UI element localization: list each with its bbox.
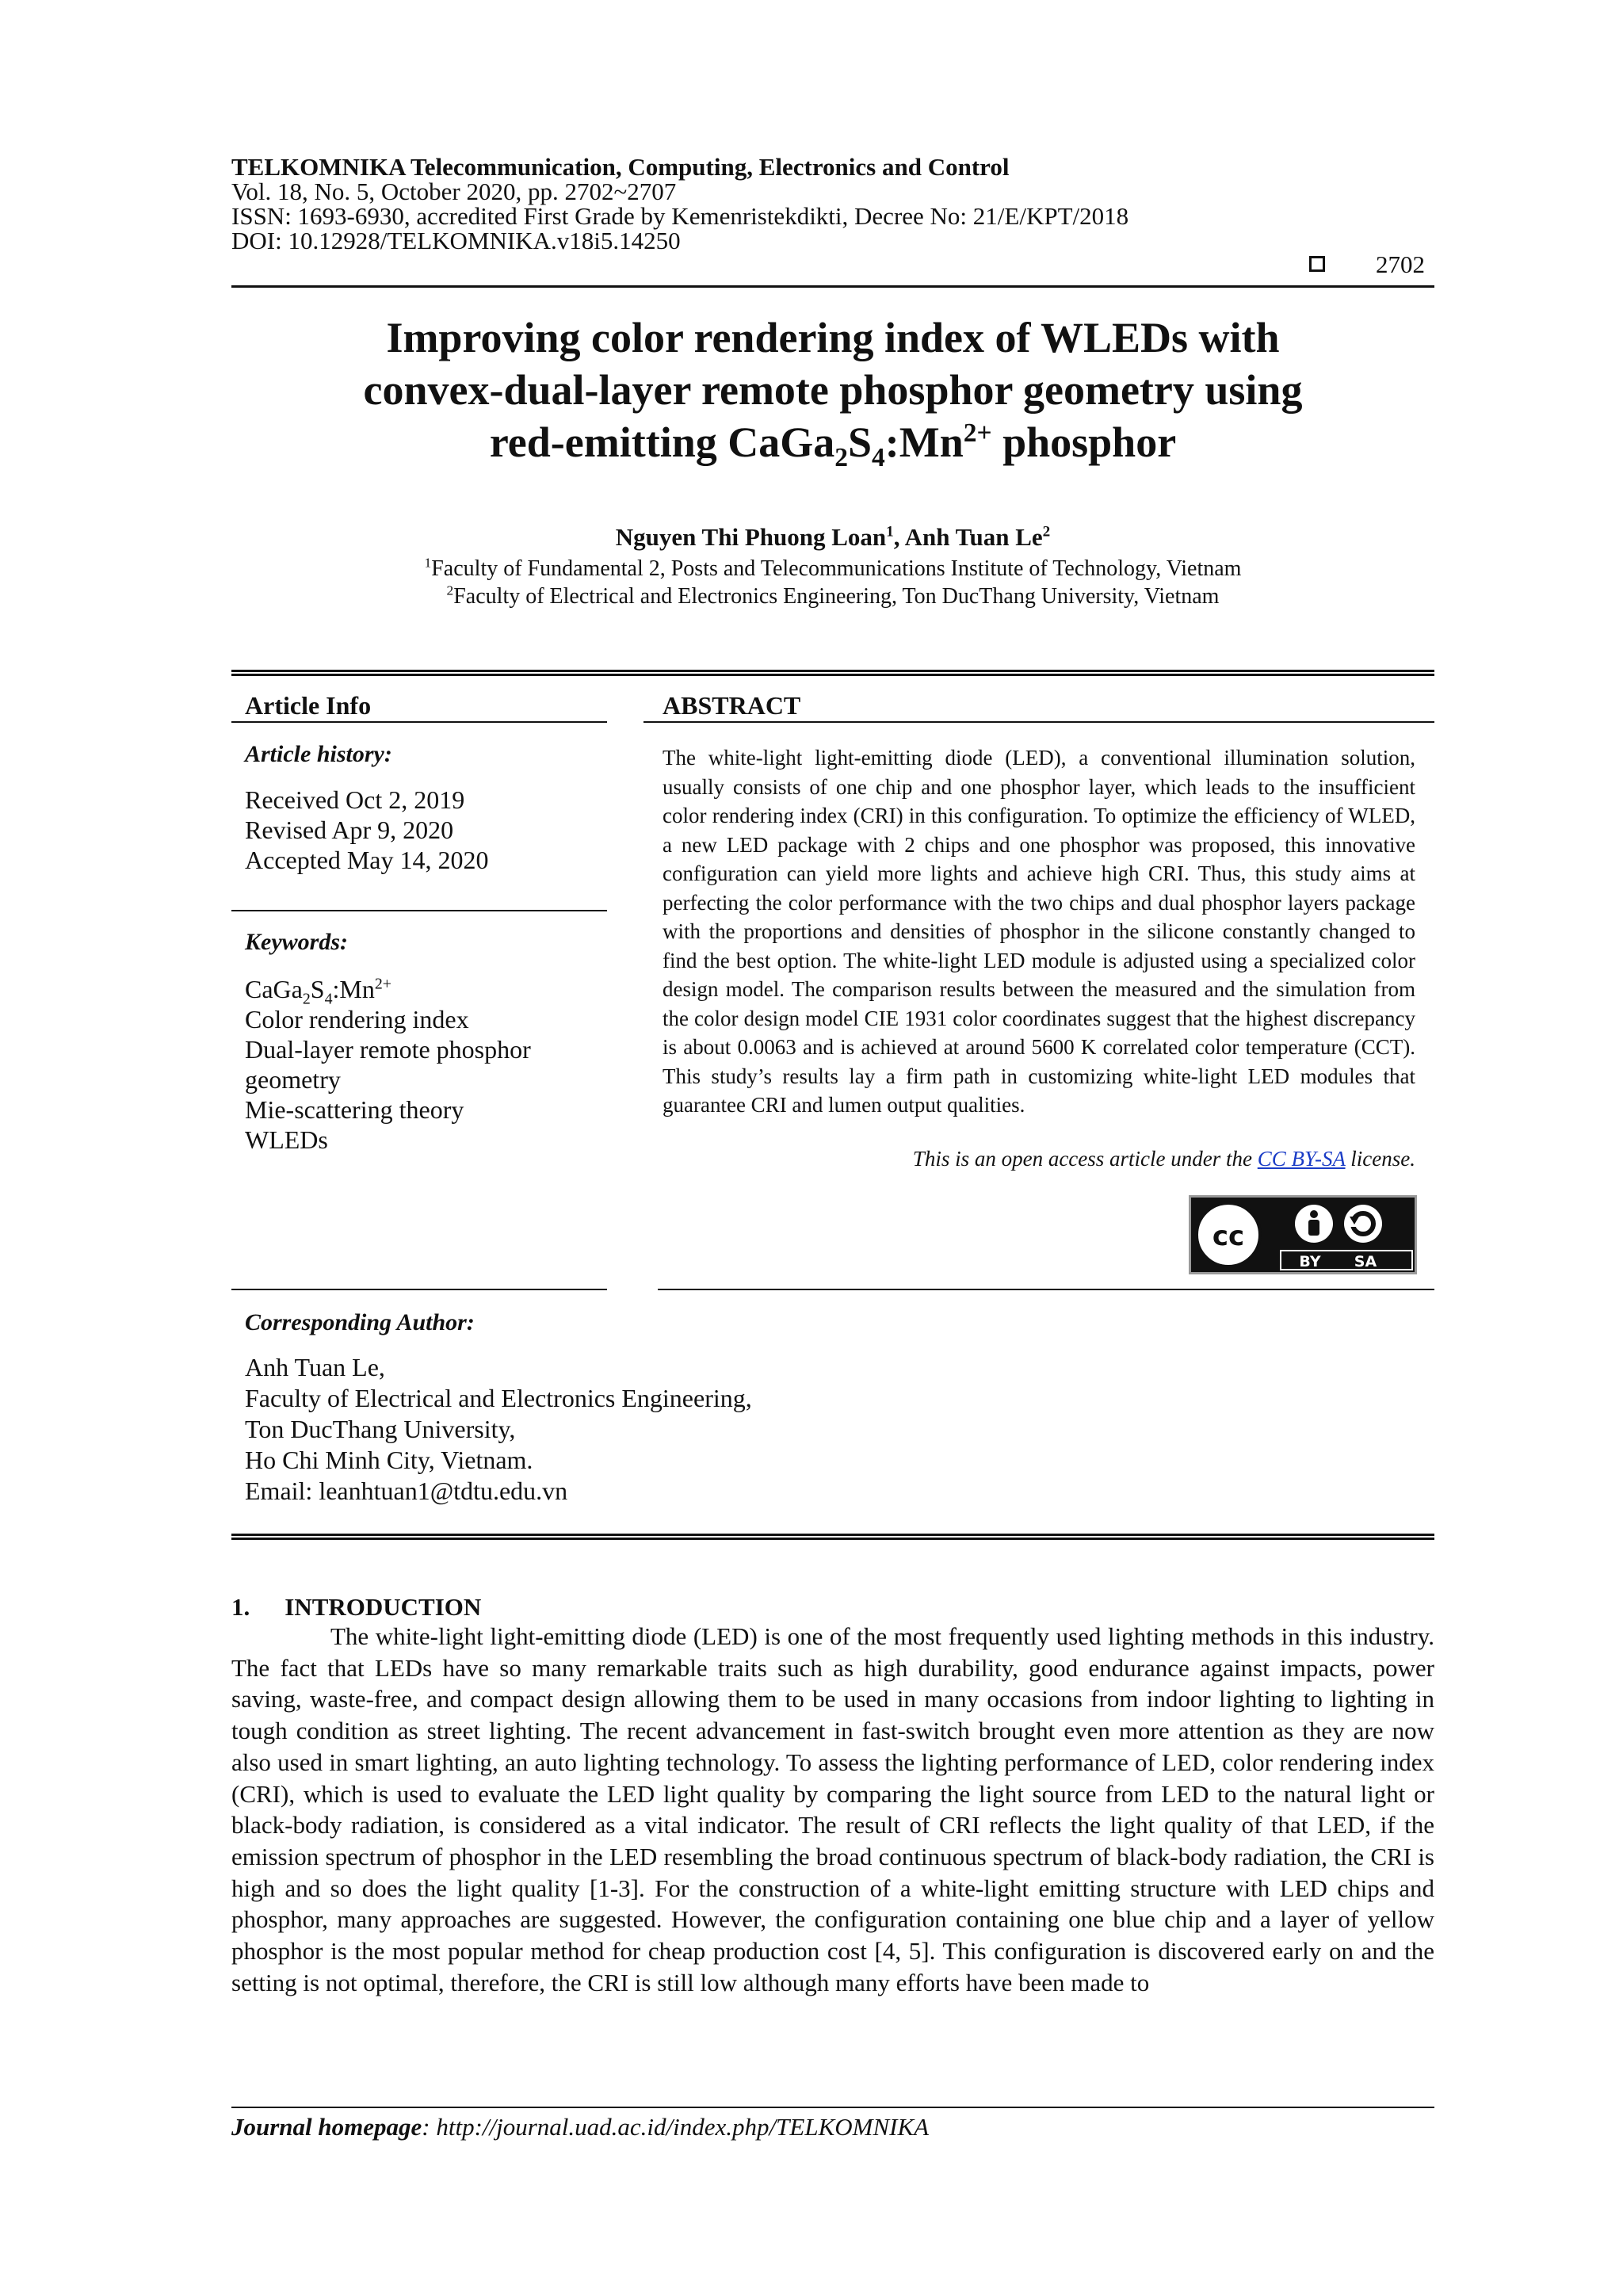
abstract-heading: ABSTRACT bbox=[663, 691, 801, 720]
article-info-rule bbox=[231, 721, 607, 723]
author-separator: , bbox=[893, 523, 905, 551]
title-subscript: 2 bbox=[834, 442, 848, 472]
cc-badge-graphic bbox=[1191, 1198, 1415, 1272]
section-number: 1. bbox=[231, 1593, 250, 1621]
section-heading-introduction bbox=[231, 1593, 481, 1622]
journal-volume: Vol. 18, No. 5, October 2020, pp. 2702~2707 bbox=[231, 178, 677, 205]
keyword-item bbox=[245, 974, 531, 1008]
page-number: 2702 bbox=[1376, 250, 1425, 278]
accepted-date: Accepted May 14, 2020 bbox=[245, 846, 489, 874]
keyword-subscript: 2 bbox=[302, 990, 311, 1008]
title-line-1: Improving color rendering index of WLEDs with bbox=[386, 314, 1280, 361]
keyword-item: WLEDs bbox=[245, 1125, 328, 1154]
footer-label: Journal homepage bbox=[231, 2113, 422, 2141]
keyword-text: S bbox=[310, 975, 325, 1003]
title-text: phosphor bbox=[991, 418, 1177, 466]
paper-title bbox=[231, 311, 1434, 472]
title-superscript: 2+ bbox=[963, 418, 992, 448]
corresponding-city: Ho Chi Minh City, Vietnam. bbox=[245, 1446, 533, 1474]
received-date: Received Oct 2, 2019 bbox=[245, 785, 465, 814]
keywords-heading: Keywords: bbox=[245, 929, 348, 955]
affiliation-2 bbox=[231, 584, 1434, 609]
corresponding-name: Anh Tuan Le, bbox=[245, 1353, 385, 1381]
cc-by-sa-badge[interactable] bbox=[1189, 1195, 1417, 1274]
title-line-3 bbox=[231, 416, 1434, 472]
cc-by-sa-link[interactable]: CC BY-SA bbox=[1257, 1147, 1346, 1171]
title-text: red-emitting CaGa bbox=[489, 418, 835, 466]
corresponding-heading: Corresponding Author: bbox=[245, 1309, 475, 1335]
keyword-item: Dual-layer remote phosphor bbox=[245, 1035, 531, 1064]
footer-url[interactable]: : http://journal.uad.ac.id/index.php/TELKOMNIKA bbox=[422, 2113, 930, 2141]
author-list bbox=[231, 523, 1434, 552]
author-affil-mark: 2 bbox=[1042, 523, 1051, 541]
keywords-rule bbox=[231, 910, 607, 911]
license-text: This is an open access article under the bbox=[912, 1147, 1258, 1171]
keyword-superscript: 2+ bbox=[374, 975, 391, 993]
affil-text: Faculty of Fundamental 2, Posts and Telecommunications Institute of Technology, Vietnam bbox=[431, 556, 1242, 581]
article-history-heading: Article history: bbox=[245, 741, 392, 767]
header-rule bbox=[231, 285, 1434, 288]
affil-text: Faculty of Electrical and Electronics Engineering, Ton DucThang University, Vietnam bbox=[453, 584, 1220, 609]
journal-doi: DOI: 10.12928/TELKOMNIKA.v18i5.14250 bbox=[231, 227, 681, 254]
article-history bbox=[245, 785, 488, 875]
keyword-list bbox=[245, 974, 531, 1155]
keyword-text: :Mn bbox=[332, 975, 375, 1003]
keyword-item: Color rendering index bbox=[245, 1005, 469, 1033]
affil-mark: 2 bbox=[446, 583, 454, 598]
corresponding-faculty: Faculty of Electrical and Electronics Engineering, bbox=[245, 1384, 752, 1412]
sa-label: SA bbox=[1354, 1253, 1377, 1270]
title-line-2: convex-dual-layer remote phosphor geometry using bbox=[363, 366, 1303, 414]
affiliation-1 bbox=[231, 556, 1434, 582]
keyword-text: CaGa bbox=[245, 975, 303, 1003]
corresponding-university: Ton DucThang University, bbox=[245, 1415, 516, 1443]
by-label: BY bbox=[1299, 1253, 1321, 1270]
license-text: license. bbox=[1345, 1147, 1415, 1171]
author-name: Anh Tuan Le bbox=[904, 523, 1043, 551]
keyword-item: geometry bbox=[245, 1065, 341, 1094]
info-box-top-rule bbox=[231, 670, 1434, 676]
section-title: INTRODUCTION bbox=[285, 1593, 482, 1621]
abstract-text: The white-light light-emitting diode (LED), a conventional illumination solution, usually consists of one chip and one phosphor layer, which leads to the insufficient color rendering index (CRI) in this configuration. To optimize the efficiency of WLED, a new LED package with 2 chips and one phosphor was proposed, this innovative configuration can yield more lights and achieve high CRI. Thus, this study aims at perfecting the color performance with the two chips and dual phosphor layers package with the proportions and densities of phosphor in the silicone constantly changed to find the best option. The white-light LED module is adjusted using a specialized color design model. The comparison results between the measured and the simulation from the color design model CIE 1931 color coordinates suggest that the highest discrepancy is about 0.0063 and is achieved at around 5600 K correlated color temperature (CCT). This study’s results lay a firm path in customizing white-light LED modules that guarantee CRI and lumen output qualities. bbox=[663, 746, 1415, 1117]
journal-homepage bbox=[231, 2113, 929, 2141]
keyword-item: Mie-scattering theory bbox=[245, 1095, 464, 1124]
journal-header bbox=[231, 155, 1128, 253]
title-text: :Mn bbox=[884, 418, 964, 466]
journal-name: TELKOMNIKA Telecommunication, Computing, Electronics and Control bbox=[231, 153, 1010, 181]
title-text: S bbox=[847, 418, 873, 466]
license-statement bbox=[663, 1147, 1415, 1171]
cc-logo-text: cc bbox=[1212, 1221, 1245, 1252]
corresponding-email: Email: leanhtuan1@tdtu.edu.vn bbox=[245, 1477, 568, 1505]
abstract-rule bbox=[643, 721, 1434, 723]
introduction-paragraph: The white-light light-emitting diode (LED) is one of the most frequently used lighting methods in this industry. The fact that LEDs have so many remarkable traits such as high durability, good endurance against impacts, power saving, waste-free, and compact design allowing them to be used in many occasions from indoor lighting to lighting in tough condition as street lighting. The recent advancement in fast-switch brought even more attention as they are now also used in smart lighting, an auto lighting technology. To assess the lighting performance of LED, color rendering index (CRI), which is used to evaluate the LED light quality by comparing the light source from LED to the natural light or black-body radiation, is considered as a vital indicator. The result of CRI reflects the light quality of that LED, if the emission spectrum of phosphor in the LED resembling the broad continuous spectrum of black-body radiation, the CRI is high and so does the light quality [1-3]. For the construction of a white-light emitting structure with LED chips and phosphor, many approaches are suggested. However, the configuration containing one blue chip and a layer of yellow phosphor is the most popular method for cheap production cost [4, 5]. This configuration is discovered early on and the setting is not optimal, therefore, the CRI is still low although many efforts have been made to bbox=[231, 1622, 1434, 1996]
title-subscript: 4 bbox=[872, 442, 885, 472]
footer-rule bbox=[231, 2107, 1434, 2108]
square-bullet-icon bbox=[1309, 256, 1325, 272]
left-column-bottom-rule bbox=[231, 1289, 607, 1290]
article-info-heading: Article Info bbox=[245, 691, 372, 720]
author-affil-mark: 1 bbox=[886, 523, 894, 541]
corresponding-details bbox=[245, 1352, 752, 1507]
keyword-subscript: 4 bbox=[324, 990, 333, 1008]
right-column-bottom-rule bbox=[658, 1289, 1434, 1290]
revised-date: Revised Apr 9, 2020 bbox=[245, 816, 454, 844]
journal-issn: ISSN: 1693-6930, accredited First Grade by Kemenristekdikti, Decree No: 21/E/KPT/2018 bbox=[231, 202, 1129, 230]
author-name: Nguyen Thi Phuong Loan bbox=[615, 523, 887, 551]
info-box-bottom-rule bbox=[231, 1534, 1434, 1540]
affil-mark: 1 bbox=[424, 555, 432, 571]
